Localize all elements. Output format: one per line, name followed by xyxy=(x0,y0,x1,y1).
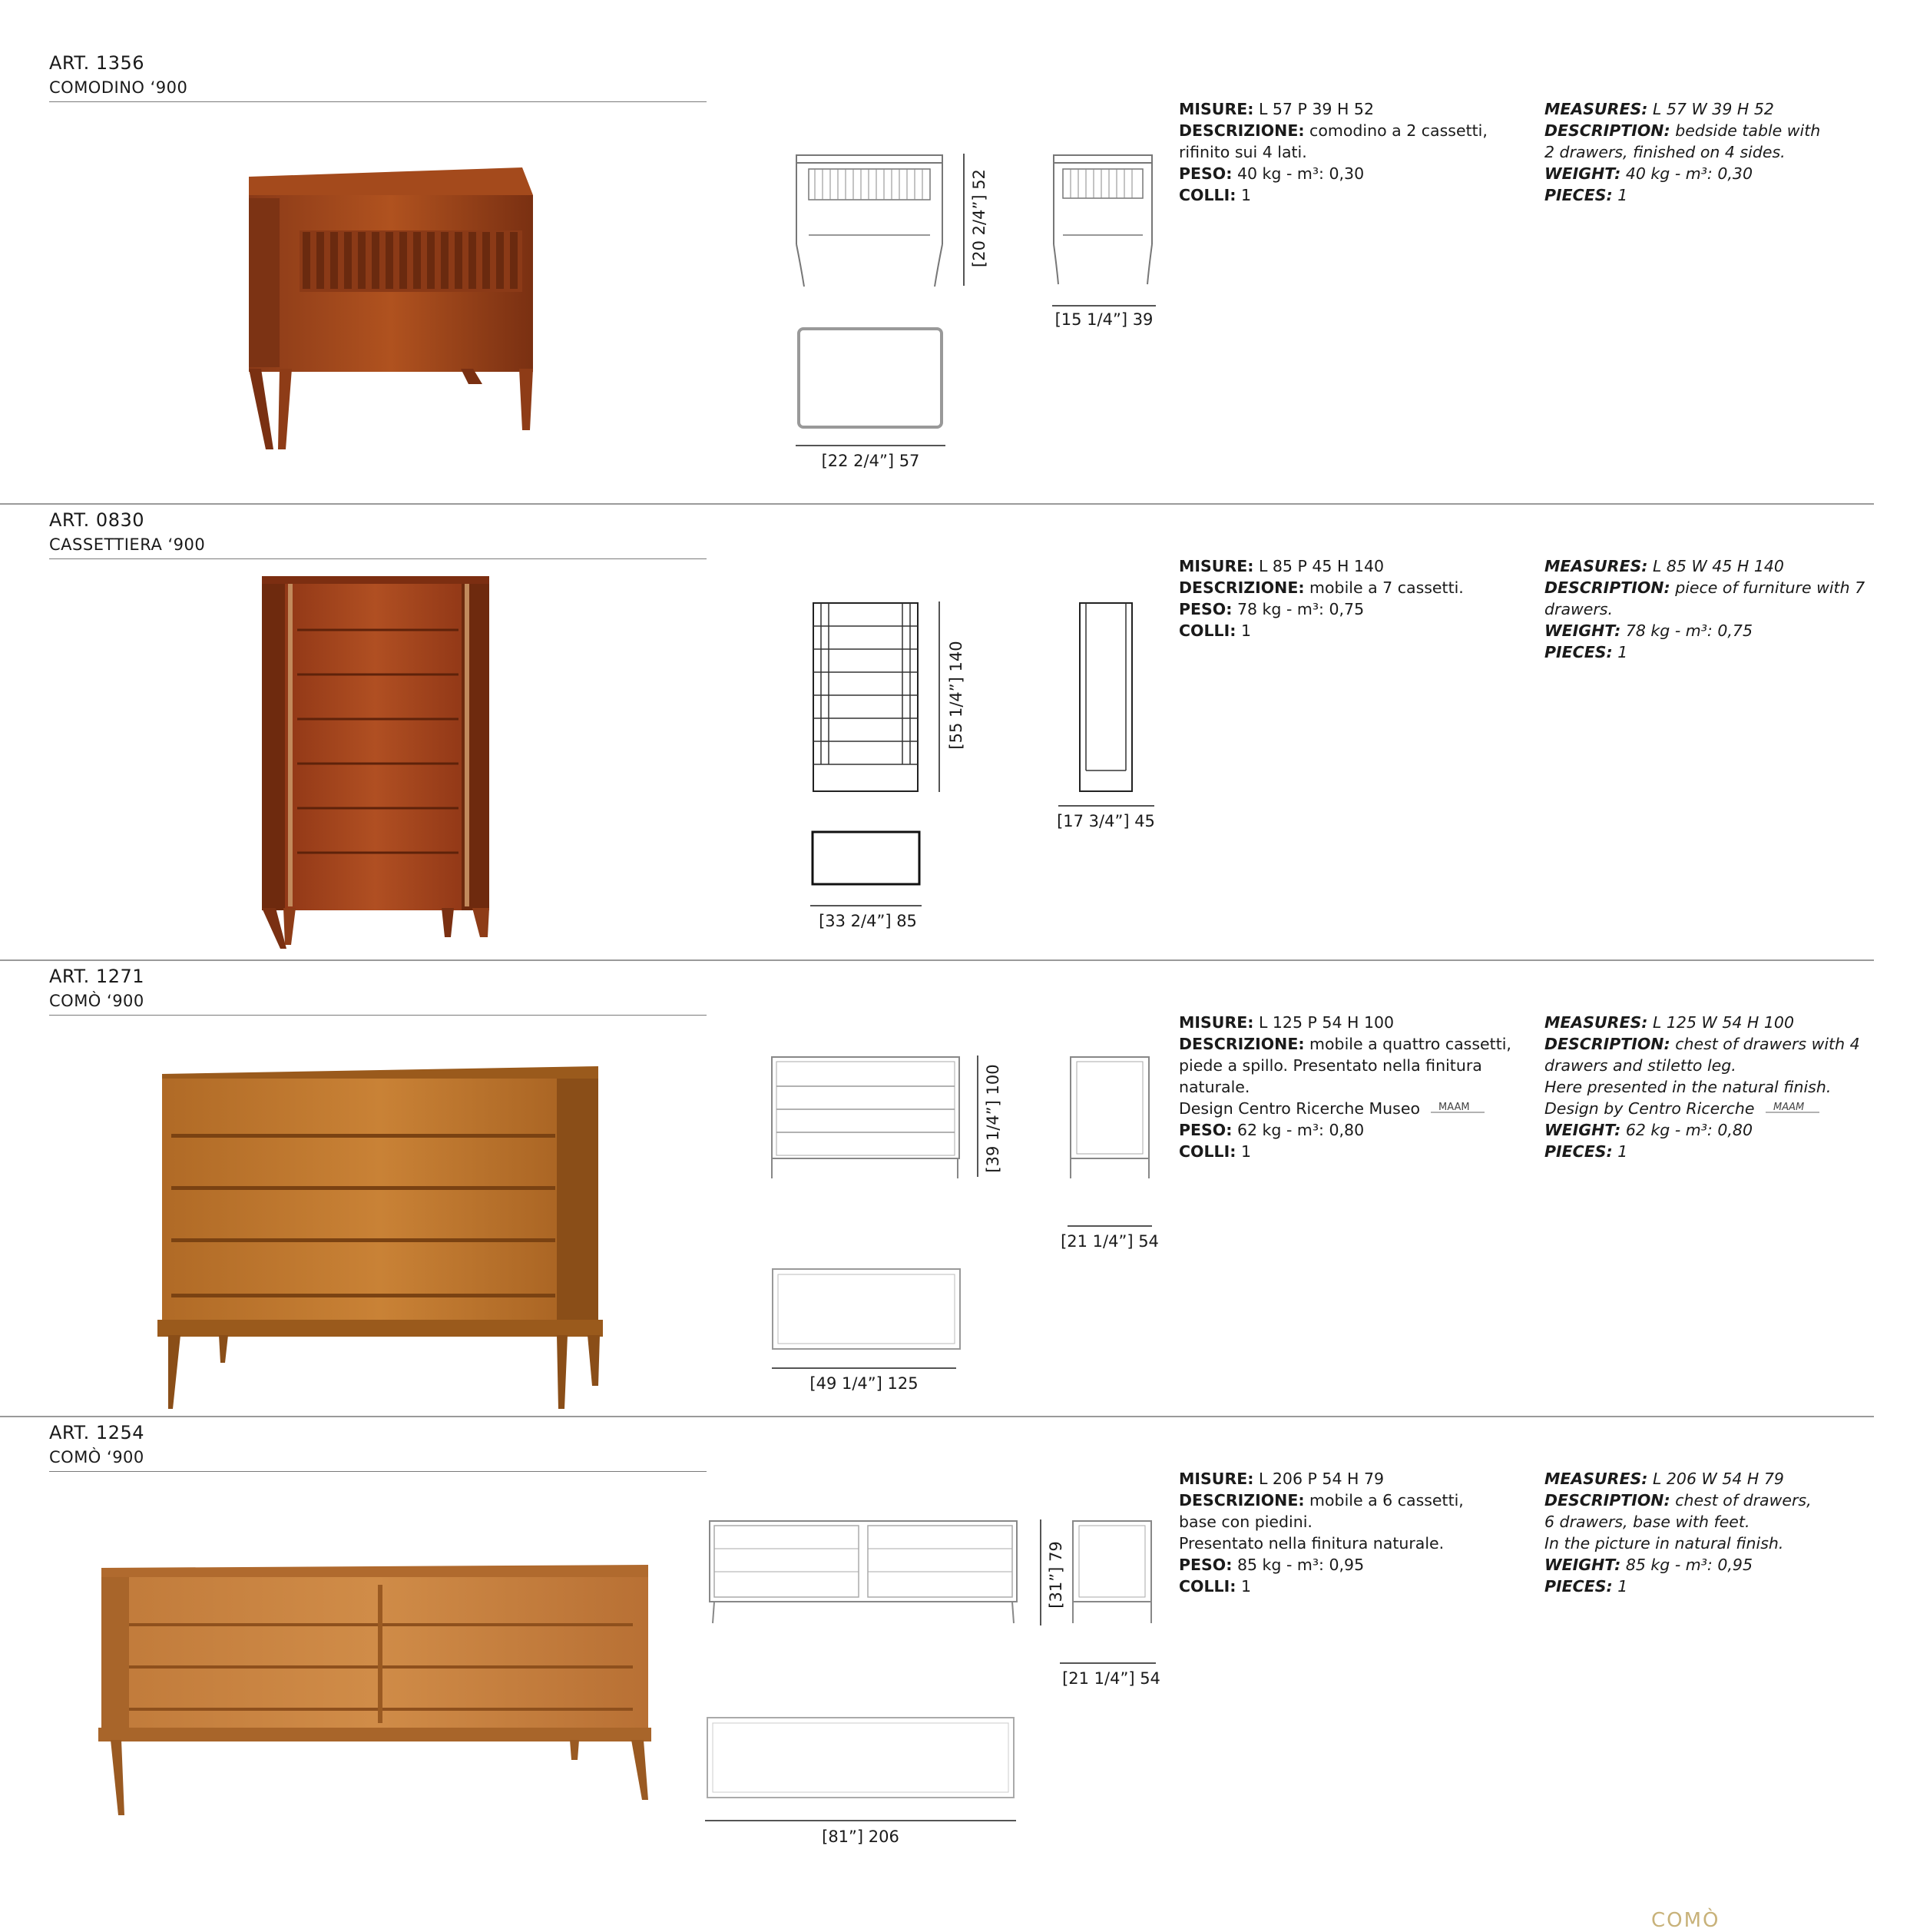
depth-dimension-line xyxy=(1060,1662,1156,1665)
spec-line xyxy=(1179,1033,1517,1055)
spec-line xyxy=(1179,1533,1517,1554)
spec-label: WEIGHT: xyxy=(1544,1121,1621,1139)
depth-dimension: [21 1/4”] 54 xyxy=(1061,1232,1159,1251)
spec-line xyxy=(1544,141,1882,163)
spec-line xyxy=(1544,1554,1882,1576)
spec-label: WEIGHT: xyxy=(1544,1556,1621,1574)
spec-line xyxy=(1179,555,1517,577)
spec-value: chest of drawers, xyxy=(1670,1491,1812,1509)
spec-label: COLLI: xyxy=(1179,1142,1236,1161)
spec-line xyxy=(1179,1554,1517,1576)
spec-line xyxy=(1544,598,1882,620)
spec-line xyxy=(1544,577,1882,598)
width-dimension: [22 2/4”] 57 xyxy=(821,452,920,470)
spec-line xyxy=(1544,641,1882,663)
depth-dimension: [15 1/4”] 39 xyxy=(1054,310,1154,329)
spec-value: rifinito sui 4 lati. xyxy=(1179,143,1307,161)
article-code: ART. 1271 xyxy=(49,966,144,987)
front-elevation-drawing xyxy=(708,1519,1019,1627)
spec-line xyxy=(1544,1511,1882,1533)
spec-line xyxy=(1544,184,1882,206)
spec-label: COLLI: xyxy=(1179,621,1236,640)
spec-label: WEIGHT: xyxy=(1544,164,1621,183)
product-section-0830 xyxy=(0,457,1920,930)
top-view-drawing xyxy=(705,1715,1016,1800)
spec-line xyxy=(1179,1141,1517,1162)
spec-line xyxy=(1179,1468,1517,1490)
spec-value: mobile a quattro cassetti, xyxy=(1304,1035,1511,1053)
side-elevation-drawing xyxy=(1075,601,1137,794)
spec-value: 78 kg - m³: 0,75 xyxy=(1232,600,1365,618)
spec-value: 85 kg - m³: 0,95 xyxy=(1232,1556,1365,1574)
height-dimension-line xyxy=(960,154,968,288)
width-dimension: [81”] 206 xyxy=(822,1828,899,1846)
spec-line xyxy=(1179,577,1517,598)
maam-logo-text: MAAM xyxy=(1438,1102,1470,1113)
spec-label: DESCRIPTION: xyxy=(1544,1035,1670,1053)
spec-value: base con piedini. xyxy=(1179,1513,1313,1531)
spec-label: DESCRIPTION: xyxy=(1544,121,1670,140)
article-name: COMÒ ‘900 xyxy=(49,992,144,1010)
spec-label: DESCRIZIONE: xyxy=(1179,578,1305,597)
spec-value: 1 xyxy=(1236,1577,1251,1596)
spec-label: PESO: xyxy=(1179,1121,1233,1139)
spec-label: WEIGHT: xyxy=(1544,621,1621,640)
spec-value: Design Centro Ricerche Museo xyxy=(1179,1099,1420,1118)
spec-label: COLLI: xyxy=(1179,186,1236,204)
spec-value: L 57 P 39 H 52 xyxy=(1253,100,1374,118)
spec-label: MISURE: xyxy=(1179,100,1254,118)
spec-value: L 85 P 45 H 140 xyxy=(1253,557,1385,575)
width-dimension: [33 2/4”] 85 xyxy=(819,912,917,930)
article-code: ART. 0830 xyxy=(49,509,144,531)
spec-value: L 206 W 54 H 79 xyxy=(1647,1470,1784,1488)
spec-value: 1 xyxy=(1612,1577,1628,1596)
side-elevation-drawing xyxy=(1052,152,1156,290)
top-view-drawing xyxy=(770,1267,962,1351)
spec-value: 40 kg - m³: 0,30 xyxy=(1620,164,1753,183)
spec-label: DESCRIZIONE: xyxy=(1179,1035,1305,1053)
spec-line xyxy=(1544,1076,1882,1098)
spec-line xyxy=(1544,620,1882,641)
spec-line xyxy=(1179,163,1517,184)
spec-value: 62 kg - m³: 0,80 xyxy=(1232,1121,1365,1139)
top-view-drawing xyxy=(796,326,945,429)
spec-value: chest of drawers with 4 xyxy=(1670,1035,1860,1053)
spec-value: bedside table with xyxy=(1670,121,1821,140)
height-dimension-line xyxy=(935,601,943,794)
spec-line xyxy=(1179,620,1517,641)
spec-line xyxy=(1544,1119,1882,1141)
wide-dresser-photo xyxy=(98,1554,651,1815)
spec-line xyxy=(1179,598,1517,620)
spec-value: L 85 W 45 H 140 xyxy=(1647,557,1784,575)
spec-value: 78 kg - m³: 0,75 xyxy=(1620,621,1753,640)
spec-value: 1 xyxy=(1612,643,1628,661)
spec-label: MEASURES: xyxy=(1544,1470,1648,1488)
depth-dimension-line xyxy=(1058,804,1154,807)
spec-line xyxy=(1179,120,1517,141)
article-code: ART. 1356 xyxy=(49,52,144,74)
height-dimension: [20 2/4”] 52 xyxy=(970,169,988,267)
spec-line xyxy=(1179,184,1517,206)
height-dimension-line xyxy=(974,1055,982,1178)
spec-label: PESO: xyxy=(1179,600,1233,618)
spec-value: 2 drawers, finished on 4 sides. xyxy=(1544,143,1786,161)
product-section-1271 xyxy=(0,913,1920,1393)
specs-english xyxy=(1544,1468,1882,1597)
height-dimension: [55 1/4”] 140 xyxy=(947,641,965,750)
spec-label: MEASURES: xyxy=(1544,100,1648,118)
spec-line xyxy=(1544,555,1882,577)
side-elevation-drawing xyxy=(1068,1055,1152,1178)
spec-value: L 206 P 54 H 79 xyxy=(1253,1470,1385,1488)
specs-italian xyxy=(1179,1468,1517,1597)
spec-value: 85 kg - m³: 0,95 xyxy=(1620,1556,1753,1574)
spec-line xyxy=(1544,1141,1882,1162)
specs-italian xyxy=(1179,555,1517,641)
spec-value: mobile a 6 cassetti, xyxy=(1304,1491,1464,1509)
height-dimension-line xyxy=(1037,1519,1044,1627)
spec-label: MISURE: xyxy=(1179,1013,1254,1032)
top-view-drawing xyxy=(810,830,922,887)
spec-label: DESCRIPTION: xyxy=(1544,1491,1670,1509)
title-rule xyxy=(49,1471,707,1472)
bedside-table-photo xyxy=(238,161,545,457)
spec-line xyxy=(1179,1055,1517,1076)
spec-value: Design by Centro Ricerche xyxy=(1544,1099,1755,1118)
depth-dimension: [21 1/4”] 54 xyxy=(1062,1669,1160,1688)
spec-line xyxy=(1544,120,1882,141)
specs-italian xyxy=(1179,98,1517,206)
spec-line xyxy=(1544,1033,1882,1055)
depth-dimension-line xyxy=(1052,304,1156,307)
spec-value: In the picture in natural finish. xyxy=(1544,1534,1784,1553)
maam-logo-icon xyxy=(1766,1100,1819,1118)
spec-line xyxy=(1179,1076,1517,1098)
footer-category-label: COMÒ xyxy=(1651,1909,1720,1932)
spec-line xyxy=(1544,1098,1882,1119)
title-rule xyxy=(49,558,707,559)
depth-dimension: [17 3/4”] 45 xyxy=(1057,812,1155,830)
width-dimension-line xyxy=(796,444,945,447)
spec-value: 1 xyxy=(1612,186,1628,204)
spec-value: drawers and stiletto leg. xyxy=(1544,1056,1736,1075)
spec-line xyxy=(1179,98,1517,120)
article-name: COMODINO ‘900 xyxy=(49,78,188,97)
front-elevation-drawing xyxy=(770,1055,962,1178)
spec-value: comodino a 2 cassetti, xyxy=(1304,121,1488,140)
spec-value: mobile a 7 cassetti. xyxy=(1304,578,1464,597)
spec-value: piece of furniture with 7 xyxy=(1670,578,1865,597)
article-name: COMÒ ‘900 xyxy=(49,1448,144,1466)
spec-value: piede a spillo. Presentato nella finitura xyxy=(1179,1056,1482,1075)
maam-logo-text: MAAM xyxy=(1773,1102,1804,1113)
spec-label: PESO: xyxy=(1179,1556,1233,1574)
spec-line xyxy=(1544,1055,1882,1076)
width-dimension-line xyxy=(705,1819,1016,1822)
spec-line xyxy=(1179,1119,1517,1141)
height-dimension: [39 1/4”] 100 xyxy=(984,1064,1002,1173)
spec-label: PIECES: xyxy=(1544,1577,1613,1596)
spec-value: L 57 W 39 H 52 xyxy=(1647,100,1774,118)
spec-value: L 125 P 54 H 100 xyxy=(1253,1013,1395,1032)
product-section-1356 xyxy=(0,0,1920,470)
maam-logo-icon xyxy=(1431,1100,1485,1118)
spec-value: drawers. xyxy=(1544,600,1614,618)
spec-label: MISURE: xyxy=(1179,557,1254,575)
spec-value: 1 xyxy=(1236,621,1251,640)
spec-label: MEASURES: xyxy=(1544,1013,1648,1032)
spec-line xyxy=(1544,1490,1882,1511)
spec-label: DESCRIPTION: xyxy=(1544,578,1670,597)
spec-line xyxy=(1179,1490,1517,1511)
specs-english xyxy=(1544,555,1882,663)
spec-label: PIECES: xyxy=(1544,186,1613,204)
height-dimension: [31”] 79 xyxy=(1047,1541,1065,1609)
depth-dimension-line xyxy=(1068,1224,1152,1228)
spec-value: 1 xyxy=(1236,186,1251,204)
width-dimension-line xyxy=(810,904,922,907)
spec-line xyxy=(1179,1511,1517,1533)
spec-label: DESCRIZIONE: xyxy=(1179,1491,1305,1509)
spec-value: L 125 W 54 H 100 xyxy=(1647,1013,1794,1032)
spec-label: PIECES: xyxy=(1544,1142,1613,1161)
spec-value: 62 kg - m³: 0,80 xyxy=(1620,1121,1753,1139)
spec-value: 1 xyxy=(1236,1142,1251,1161)
spec-value: 40 kg - m³: 0,30 xyxy=(1232,164,1365,183)
spec-line xyxy=(1544,1576,1882,1597)
spec-label: PIECES: xyxy=(1544,643,1613,661)
spec-value: 1 xyxy=(1612,1142,1628,1161)
spec-line xyxy=(1179,1098,1517,1119)
article-code: ART. 1254 xyxy=(49,1422,144,1443)
spec-value: Presentato nella finitura naturale. xyxy=(1179,1534,1445,1553)
front-elevation-drawing xyxy=(795,152,945,290)
spec-label: DESCRIZIONE: xyxy=(1179,121,1305,140)
spec-label: MEASURES: xyxy=(1544,557,1648,575)
title-rule xyxy=(49,1015,707,1016)
spec-line xyxy=(1179,141,1517,163)
spec-label: COLLI: xyxy=(1179,1577,1236,1596)
spec-line xyxy=(1544,1533,1882,1554)
spec-line xyxy=(1544,98,1882,120)
spec-line xyxy=(1179,1012,1517,1033)
article-name: CASSETTIERA ‘900 xyxy=(49,535,206,554)
specs-english xyxy=(1544,1012,1882,1162)
specs-english xyxy=(1544,98,1882,206)
tall-chest-photo xyxy=(257,576,495,953)
spec-value: 6 drawers, base with feet. xyxy=(1544,1513,1750,1531)
product-section-1254 xyxy=(0,1370,1920,1846)
spec-label: PESO: xyxy=(1179,164,1233,183)
spec-line xyxy=(1544,163,1882,184)
chest-of-drawers-photo xyxy=(157,1063,603,1409)
side-elevation-drawing xyxy=(1070,1519,1154,1627)
spec-label: MISURE: xyxy=(1179,1470,1254,1488)
title-rule xyxy=(49,101,707,102)
spec-value: Here presented in the natural finish. xyxy=(1544,1078,1832,1096)
width-dimension: [49 1/4”] 125 xyxy=(809,1374,919,1393)
spec-value: naturale. xyxy=(1179,1078,1250,1096)
spec-line xyxy=(1544,1012,1882,1033)
front-elevation-drawing xyxy=(810,601,922,794)
specs-italian xyxy=(1179,1012,1517,1162)
spec-line xyxy=(1544,1468,1882,1490)
spec-line xyxy=(1179,1576,1517,1597)
